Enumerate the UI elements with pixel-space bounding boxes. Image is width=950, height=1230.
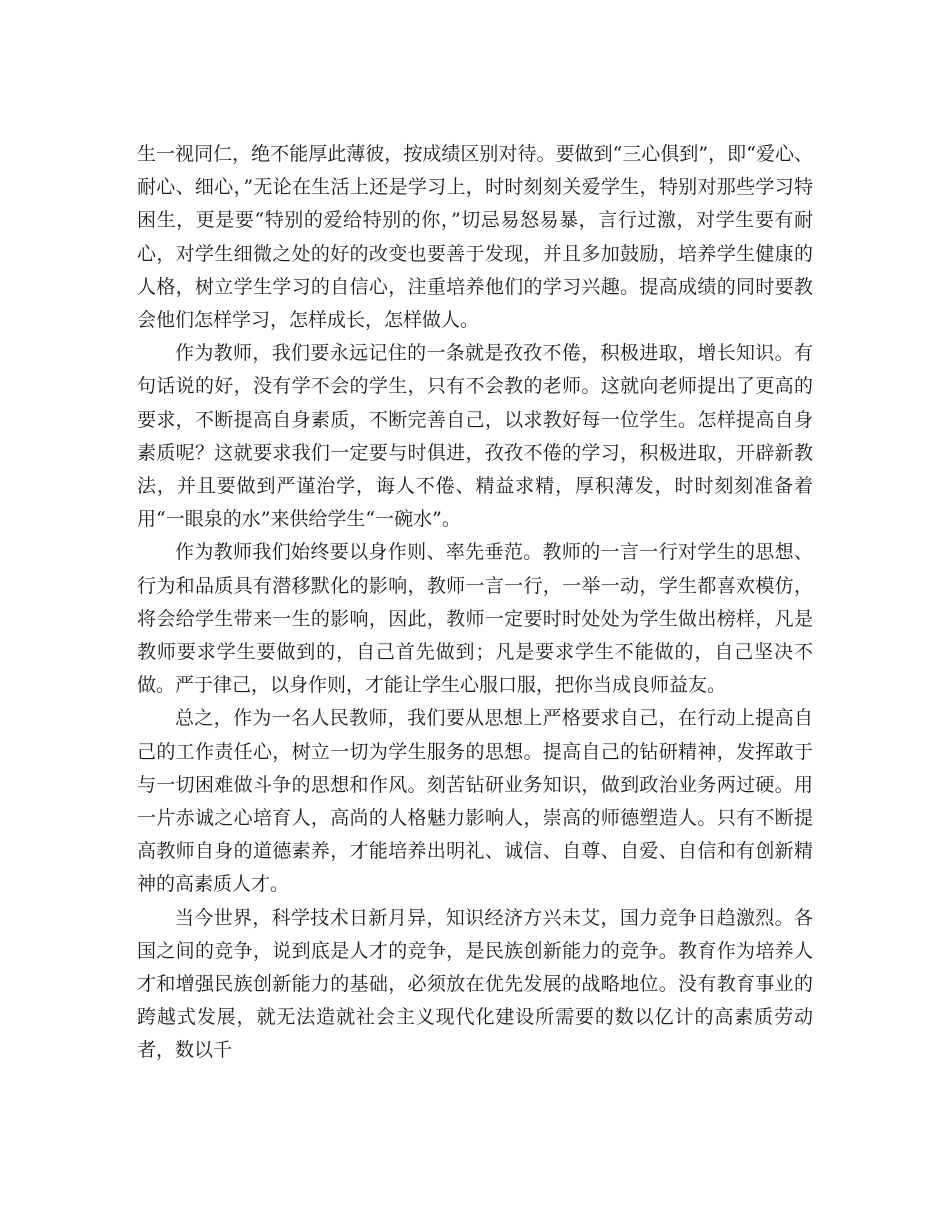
paragraph-conclusion: 总之，作为一名人民教师，我们要从思想上严格要求自己，在行动上提高自己的工作责任心，树立一切为学生服务的思想。提高自己的钻研精神，发挥敢于与一切困难做斗争的思想和作风。刻苦钻研业务知识，做到政治业务两过硬。用一片赤诚之心培育人，高尚的人格魅力影响人，崇高的师德塑造人。只有不断提高教师自身的道德素养，才能培养出明礼、诚信、自尊、自爱、自信和有创新精神的高素质人才。 xyxy=(137,707,813,896)
document-body xyxy=(137,138,813,1068)
paragraph-world-competition: 当今世界，科学技术日新月异，知识经济方兴未艾，国力竞争日趋激烈。各国之间的竞争，说到底是人才的竞争，是民族创新能力的竞争。教育作为培养人才和增强民族创新能力的基础，必须放在优先发展的战略地位。没有教育事业的跨越式发展，就无法造就社会主义现代化建设所需要的数以亿计的高素质劳动者，数以千 xyxy=(137,906,813,1062)
paragraph-lead-by-example: 作为教师我们始终要以身作则、率先垂范。教师的一言一行对学生的思想、行为和品质具有潜移默化的影响，教师一言一行，一举一动，学生都喜欢模仿，将会给学生带来一生的影响，因此，教师一定要时时处处为学生做出榜样，凡是教师要求学生要做到的，自己首先做到；凡是要求学生不能做的，自己坚决不做。严于律己，以身作则，才能让学生心服口服，把你当成良师益友。 xyxy=(137,541,813,697)
paragraph-lifelong-learning: 作为教师，我们要永远记住的一条就是孜孜不倦，积极进取，增长知识。有句话说的好，没有学不会的学生，只有不会教的老师。这就向老师提出了更高的要求，不断提高自身素质，不断完善自己，以求教好每一位学生。怎样提高自身素质呢？这就要求我们一定要与时俱进，孜孜不倦的学习，积极进取，开辟新教法，并且要做到严谨治学，诲人不倦、精益求精，厚积薄发，时时刻刻准备着用“一眼泉的水”来供给学生“一碗水”。 xyxy=(137,342,813,531)
paragraph-continuation: 生一视同仁，绝不能厚此薄彼，按成绩区别对待。要做到“三心俱到”，即“爱心、耐心、细心，”无论在生活上还是学习上，时时刻刻关爱学生，特别对那些学习特困生，更是要“特别的爱给特别的你，”切忌易怒易暴，言行过激，对学生要有耐心，对学生细微之处的好的改变也要善于发现，并且多加鼓励，培养学生健康的人格，树立学生学习的自信心，注重培养他们的学习兴趣。提高成绩的同时要教会他们怎样学习，怎样成长，怎样做人。 xyxy=(137,143,813,332)
